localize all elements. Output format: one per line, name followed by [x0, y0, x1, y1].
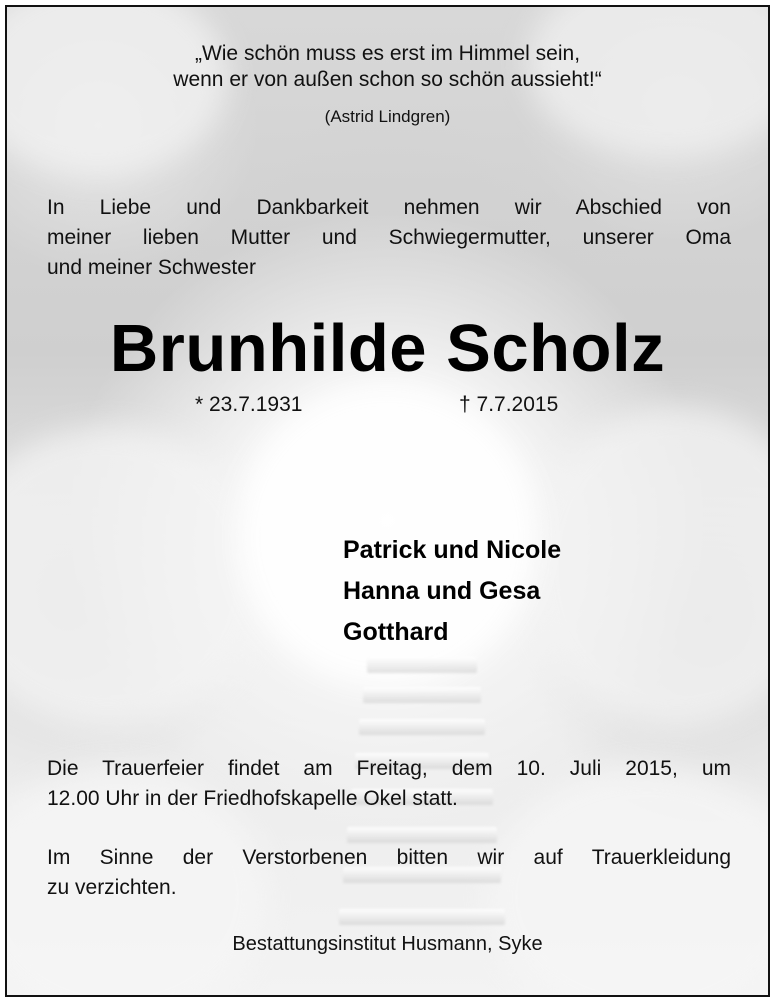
funeral-line: 12.00 Uhr in der Friedhofskapelle Okel statt.: [47, 787, 458, 810]
family-member: Hanna und Gesa: [343, 577, 541, 605]
cloud-decoration: [5, 427, 267, 727]
undertaker: Bestattungsinstitut Husmann, Syke: [232, 933, 543, 955]
request-line: Im Sinne der Verstorbenen bitten wir auf Trauerkleidung: [47, 846, 731, 869]
intro-line: In Liebe und Dankbarkeit nehmen wir Abschied von: [47, 196, 731, 219]
intro-text: [47, 193, 731, 283]
funeral-info: [47, 754, 731, 814]
quote-line: wenn er von außen schon so schön aussieht!“: [173, 68, 602, 91]
deceased-name: Brunhilde Scholz: [109, 311, 666, 386]
family-members: [343, 530, 561, 653]
intro-line: und meiner Schwester: [47, 256, 256, 279]
obituary-notice: [5, 5, 770, 997]
mourning-request: [47, 843, 731, 903]
cloud-decoration: [527, 407, 770, 727]
quote-line: „Wie schön muss es erst im Himmel sein,: [194, 42, 581, 65]
birth-date: * 23.7.1931: [195, 393, 303, 416]
request-line: zu verzichten.: [47, 876, 177, 899]
funeral-line: Die Trauerfeier findet am Freitag, dem 10. Juli 2015, um: [47, 757, 731, 780]
intro-line: meiner lieben Mutter und Schwiegermutter, unserer Oma: [47, 226, 731, 249]
death-date: † 7.7.2015: [459, 393, 559, 416]
quote-author: (Astrid Lindgren): [324, 107, 451, 126]
family-member: Gotthard: [343, 618, 449, 646]
family-member: Patrick und Nicole: [343, 536, 562, 564]
quote: [7, 41, 768, 93]
